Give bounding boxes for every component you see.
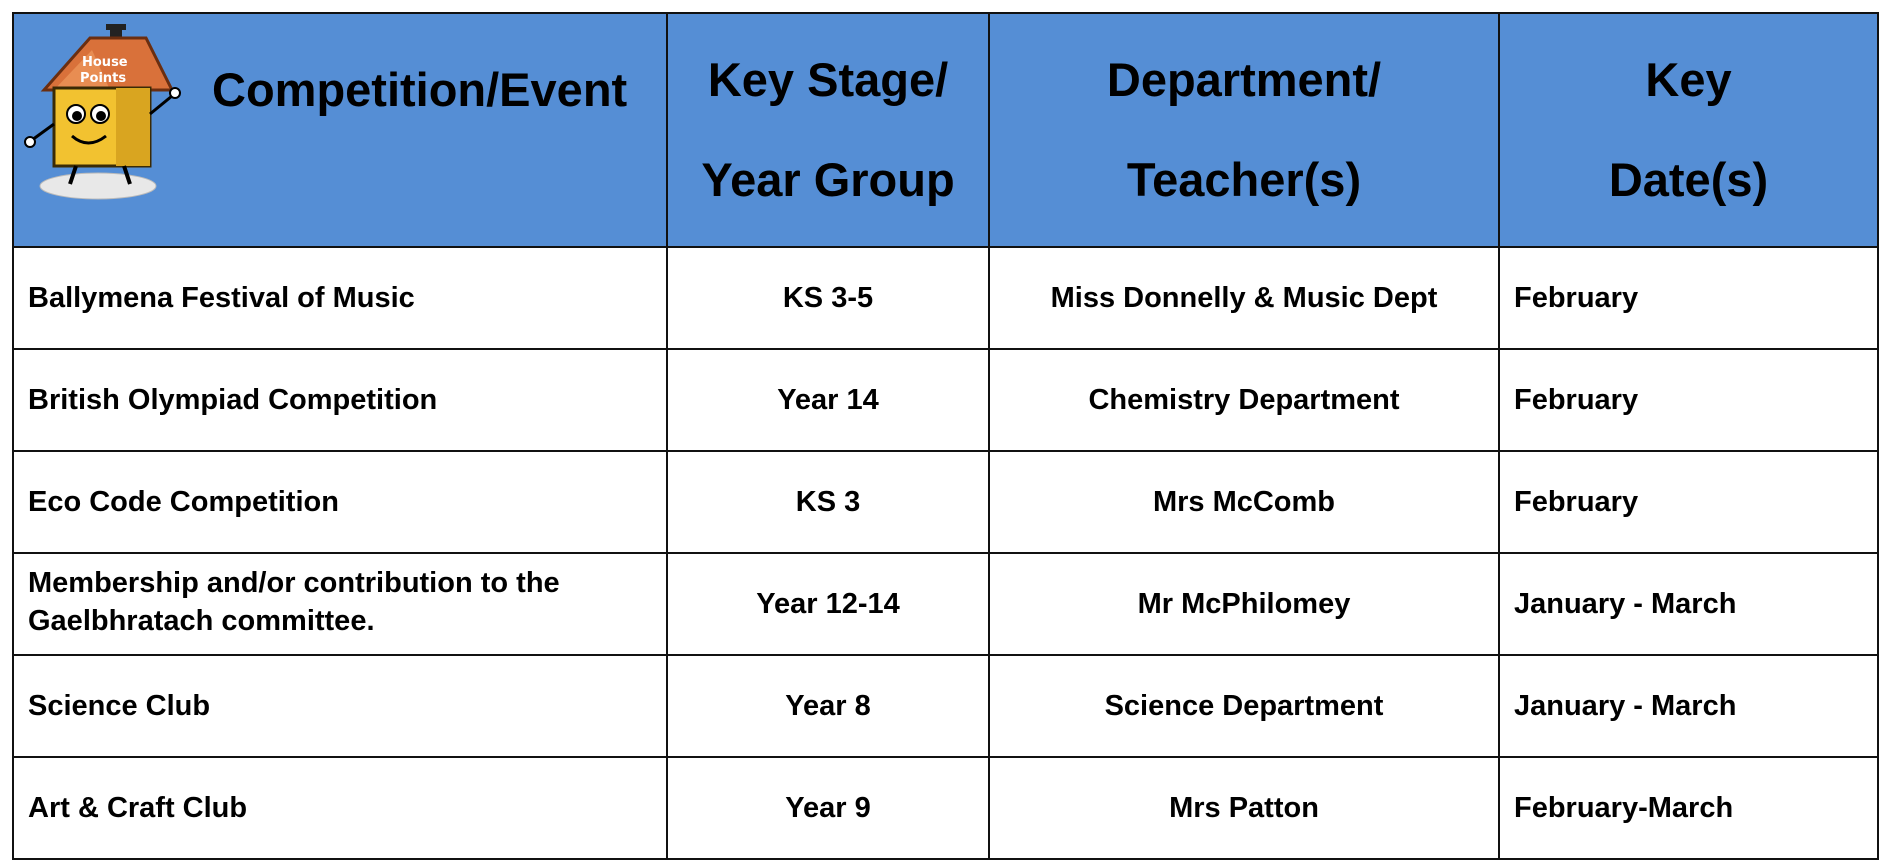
header-competition-event [14,14,668,248]
event-cell: British Olympiad Competition [14,350,668,452]
dept-cell: Mrs Patton [990,758,1500,860]
date-cell: January - March [1500,656,1879,758]
stage-cell: KS 3-5 [668,248,990,350]
date-cell: February [1500,452,1879,554]
events-table [12,12,1879,860]
stage-cell: Year 9 [668,758,990,860]
event-cell: Ballymena Festival of Music [14,248,668,350]
date-cell: February [1500,248,1879,350]
svg-text:Points: Points [80,71,127,86]
svg-text:House: House [82,55,128,70]
date-cell: February [1500,350,1879,452]
stage-cell: Year 14 [668,350,990,452]
header-key-dates: Key Date(s) [1500,14,1879,248]
header-title: Competition/Event [212,63,628,116]
stage-cell: Year 12-14 [668,554,990,656]
stage-cell: KS 3 [668,452,990,554]
header-department: Department/ Teacher(s) [990,14,1500,248]
dept-cell: Mrs McComb [990,452,1500,554]
dept-cell: Chemistry Department [990,350,1500,452]
event-cell: Membership and/or contribution to the Gaelbhratach committee. [14,554,668,656]
date-cell: February-March [1500,758,1879,860]
date-cell: January - March [1500,554,1879,656]
header-key-stage: Key Stage/ Year Group [668,14,990,248]
event-cell: Art & Craft Club [14,758,668,860]
dept-cell: Miss Donnelly & Music Dept [990,248,1500,350]
event-cell: Eco Code Competition [14,452,668,554]
event-cell: Science Club [14,656,668,758]
dept-cell: Mr McPhilomey [990,554,1500,656]
dept-cell: Science Department [990,656,1500,758]
stage-cell: Year 8 [668,656,990,758]
house-points-mascot-icon [20,24,190,204]
